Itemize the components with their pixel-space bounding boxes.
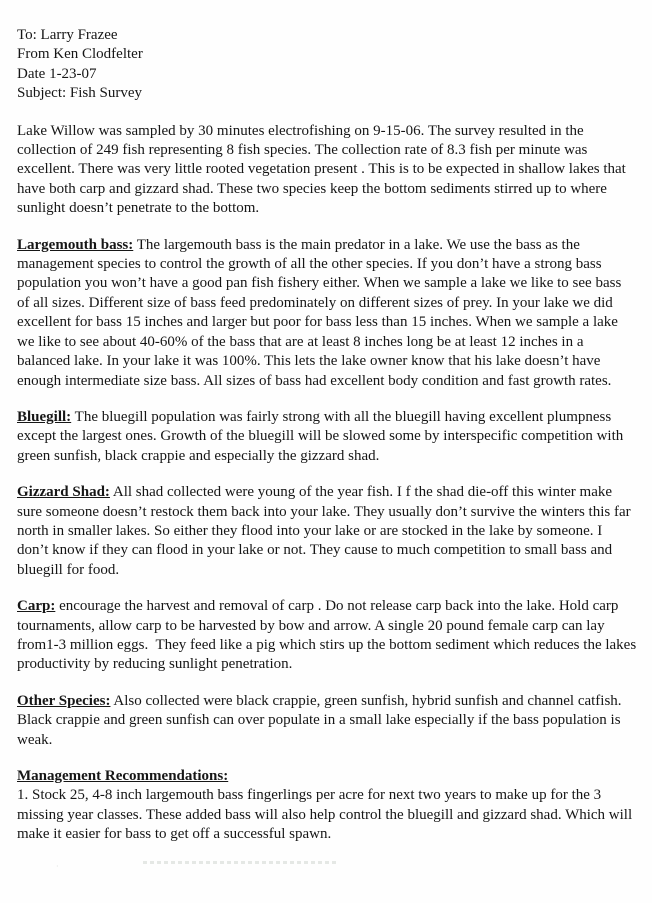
- section-bluegill: [17, 408, 637, 466]
- largemouth-bass-heading: Largemouth bass:: [17, 236, 134, 253]
- other-species-heading: Other Species:: [17, 692, 111, 709]
- bluegill-heading: Bluegill:: [17, 408, 72, 425]
- gizzard-shad-text: All shad collected were young of the year fish. I f the shad die-off this winter make sure someone doesn’t restock them back into your lake. They usually don’t survive the winters this far north in smaller lakes. So either they flood into your lake or are stocked in the lake by someone. I don’t know if they can flood in your lake or not. They cause to much competition to small bass and bluegill for food.: [17, 484, 635, 578]
- memo-to-line: To: Larry Frazee: [17, 27, 118, 43]
- memo-subject-line: Subject: Fish Survey: [17, 85, 143, 102]
- management-recommendations-heading: Management Recommendations:: [17, 768, 229, 784]
- memo-header: [17, 26, 637, 104]
- section-other-species: [17, 692, 637, 750]
- section-gizzard-shad: [17, 483, 637, 580]
- memo-from-line: From Ken Clodfelter: [17, 46, 143, 63]
- memo-date-line: Date 1-23-07: [17, 65, 97, 82]
- scan-noise-dot: ·: [56, 862, 59, 871]
- section-intro: [17, 122, 637, 219]
- gizzard-shad-heading: Gizzard Shad:: [17, 484, 110, 501]
- intro-text: Lake Willow was sampled by 30 minutes electrofishing on 9-15-06. The survey resulted in the collection of 249 fish representing 8 fish species. The collection rate of 8.3 fish per minute was excellent. There was very little rooted vegetation present . This is to be expected in shallow lakes that have both carp and gizzard shad. These two species keep the bottom sediments stirred up to where sunlight doesn’t penetrate to the bottom.: [17, 122, 630, 217]
- bluegill-text: The bluegill population was fairly strong with all the bluegill having excellent plumpness except the largest ones. Growth of the bluegill will be slowed some by interspecific competition with green sunfish, black crappie and especially the gizzard shad.: [17, 408, 627, 464]
- section-largemouth-bass: [17, 236, 637, 391]
- section-management-recommendations: [17, 767, 637, 845]
- largemouth-bass-text: The largemouth bass is the main predator in a lake. We use the bass as the management species to control the growth of all the other species. If you don’t have a strong bass population you won’t have a good pan fish fishery either. When we sample a lake we like to see bass of all sizes. Different size of bass feed predominately on different sizes of prey. In your lake we did excellent for bass 15 inches and larger but poor for bass less than 15 inches. When we sample a lake we like to see about 40-60% of the bass that are at least 8 inches long be at least 12 inches in a balanced lake. In your lake it was 100%. This lets the lake owner know that his lake doesn’t have enough intermediate size bass. All sizes of bass had excellent body condition and fast growth rates.: [17, 236, 626, 389]
- other-species-text: Also collected were black crappie, green sunfish, hybrid sunfish and channel catfish. Black crappie and green sunfish can over populate in a small lake especially if the bass population is weak.: [17, 692, 626, 748]
- management-recommendations-text: 1. Stock 25, 4-8 inch largemouth bass fingerlings per acre for next two years to make up for the 3 missing year classes. These added bass will also help control the bluegill and gizzard shad. Which will make it easier for bass to get off a successful spawn.: [17, 787, 636, 843]
- carp-text: encourage the harvest and removal of carp . Do not release carp back into the lake. Hold carp tournaments, allow carp to be harvested by bow and arrow. A single 20 pound female carp can lay from1-3 million eggs. They feed like a pig which stirs up the bottom sediment which reduces the lakes productivity by reducing sunlight penetration.: [17, 598, 640, 673]
- section-carp: [17, 597, 640, 675]
- carp-heading: Carp:: [17, 598, 56, 615]
- scan-noise-artifact: [143, 861, 339, 864]
